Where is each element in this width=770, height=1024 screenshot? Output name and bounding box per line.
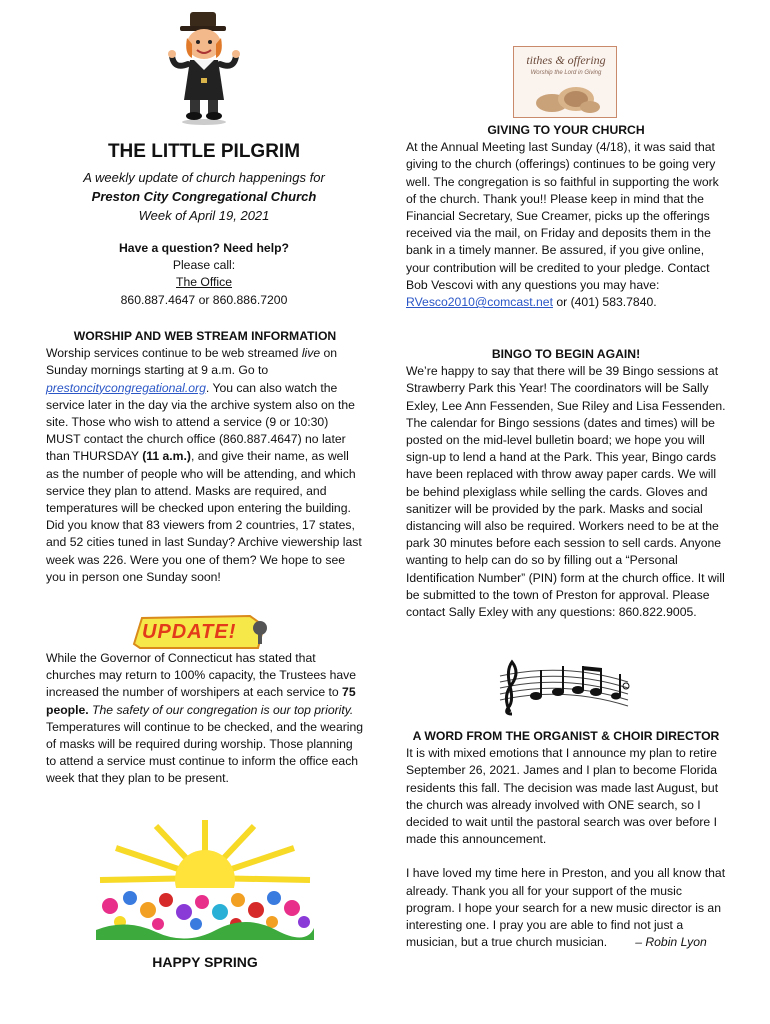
page-title: THE LITTLE PILGRIM <box>107 141 301 162</box>
worship-text-3: , and give their name, as well as the number of people who will be attending, and which service they plan to attend. Masks are required, and temperatures will be checked upon entering the building. Did you know that 83 viewers from 2 countries, 17 states, and 52 cities tuned in last Sunday? Archive viewership last week was 226. Were you one of them? We hope to see you in person one Sunday soon! <box>46 449 362 584</box>
week-date: Week of April 19, 2021 <box>138 208 270 223</box>
giving-text <box>406 139 726 311</box>
update-safety: The safety of our congregation is our top priority. <box>88 702 354 717</box>
update-capacity: 75 people. <box>46 685 356 717</box>
worship-text-1: Worship services continue to be web streamed <box>46 346 302 361</box>
update-badge <box>132 614 272 650</box>
organist-text-2: I have loved my time here in Preston, and you all know that already. Thank you all for your support of the music program. I hope your search for a new music director is an interesting one. I pray you are able to find not just a musician, but a true church musician. <box>406 866 726 950</box>
worship-live: live <box>301 346 321 361</box>
organist-paragraph-2 <box>406 865 726 951</box>
update-badge-label: UPDATE! <box>142 621 237 643</box>
update-section <box>46 650 364 788</box>
bingo-heading: BINGO TO BEGIN AGAIN! <box>491 347 641 361</box>
tithes-logo-sub: Worship the Lord in Giving <box>530 70 602 76</box>
bingo-section <box>406 346 726 621</box>
organist-paragraph-1: It is with mixed emotions that I announce my plan to retire September 26, 2021. James and I plan to become Florida residents this fall. The decision was made last August, but the church was already involved with ONE search, so I decided to wait until the pastoral search was over before I made this announcement. <box>406 746 719 847</box>
contact-block <box>40 240 368 309</box>
music-notes-illustration <box>494 656 634 720</box>
update-text-2: Temperatures will continue to be checked, and the wearing of masks will be required during worship. Those planning to attend a service must continue to inform the office each week that they plan to be present. <box>46 719 364 786</box>
giving-heading: GIVING TO YOUR CHURCH <box>487 123 645 137</box>
masthead <box>40 140 368 225</box>
giving-text-2: or (401) 583.7840. <box>552 295 657 310</box>
bingo-text: We’re happy to say that there will be 39 Bingo sessions at Strawberry Park this Year! The coordinators will be Sally Exley, Lee Ann Fessenden, Sue Riley and Lisa Fessenden. The calendar for Bingo sessions (dates and times) will be posted on the mid-level bulletin board; we hope you will sign-up to lend a hand at the Park. This year, Bingo cards have been replaced with throw away paper cards. We will be behind plexiglass while selling the cards. Gloves and sanitizer will be provided by the park. Masks and social distancing will also be required. Workers need to be at the park 30 minutes before each session to sell cards. Anyone wanting to help can do so by filling out a “Personal Identification Number” (PIN) form at the church office. It will be submitted to the town of Preston for approval. Please contact Sally Exley with any questions: 860.822.9005. <box>406 364 726 620</box>
tithes-offering-logo <box>513 46 617 118</box>
worship-section <box>46 328 364 586</box>
update-text-1: While the Governor of Connecticut has stated that churches may return to 100% capacity, the Trustees have increased the number of worshipers at each service to <box>46 651 357 700</box>
signature: – Robin Lyon <box>635 935 707 950</box>
worship-deadline: (11 a.m.) <box>142 449 191 464</box>
subtitle: A weekly update of church happenings for <box>83 170 325 185</box>
giving-text-1: At the Annual Meeting last Sunday (4/18), it was said that giving to the church (offerings) continues to be going very well. The congregation is so faithful in supporting the work of the church. Thank you!! Please keep in mind that the Financial Secretary, Sue Creamer, picks up the offerings received via the mail, on Friday and deposits them in the bank in a timely manner. Be assured, if you give online, your contribution will be credited to your pledge. Contact Bob Vescovi with any questions you may have: <box>406 140 719 292</box>
update-text <box>46 650 364 788</box>
organist-section <box>406 728 726 951</box>
contact-question: Have a question? Need help? <box>119 241 289 255</box>
pilgrim-illustration <box>168 8 240 126</box>
spring-flowers-illustration <box>96 818 314 940</box>
giving-section <box>406 122 726 311</box>
worship-text <box>46 345 364 586</box>
email-link[interactable]: RVesco2010@comcast.net <box>406 295 553 310</box>
website-link[interactable]: prestoncitycongregational.org <box>46 380 206 395</box>
spring-caption: HAPPY SPRING <box>152 954 258 970</box>
worship-text-1b: on Sunday mornings starting at 9 a.m. Go to <box>46 346 338 378</box>
organist-heading: A WORD FROM THE ORGANIST & CHOIR DIRECTOR <box>412 729 720 743</box>
tithes-logo-title: tithes & offering <box>526 53 606 67</box>
contact-office: The Office <box>176 275 232 290</box>
church-name: Preston City Congregational Church <box>91 189 317 204</box>
contact-call: Please call: <box>172 258 236 273</box>
worship-text-2: . You can also watch the service later in the day via the archive system also on the site. Those who wish to attend a service (9 or 10:30) MUST contact the church office (860.887.4647) no later than THURSDAY <box>46 380 355 464</box>
contact-phones: 860.887.4647 or 860.886.7200 <box>120 292 288 307</box>
worship-heading: WORSHIP AND WEB STREAM INFORMATION <box>73 329 337 343</box>
